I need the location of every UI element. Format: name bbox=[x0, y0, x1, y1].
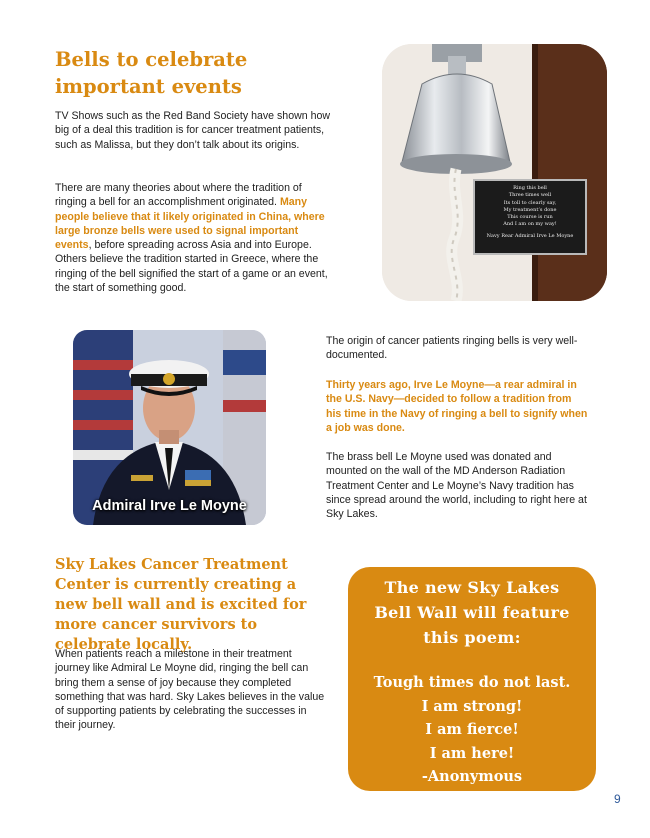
poem-lines bbox=[348, 671, 596, 789]
plaque-signature: Navy Rear Admiral Irve Le Moyne bbox=[486, 232, 574, 239]
plaque-line: Three times well bbox=[508, 192, 552, 199]
page-number: 9 bbox=[614, 792, 621, 806]
admiral-history-highlight: Thirty years ago, Irve Le Moyne—a rear admiral in the U.S. Navy—decided to follow a tradition from his time in the Navy of ringing a bell to signify when a job was done. bbox=[326, 379, 588, 434]
poem-box bbox=[348, 567, 596, 791]
plaque-line: And I am on my way! bbox=[503, 221, 557, 228]
poem-line: Tough times do not last. bbox=[373, 674, 571, 691]
section-heading-bells: Bells to celebrate important events bbox=[55, 48, 248, 98]
section-heading-bell-wall: Sky Lakes Cancer Treatment Center is currently creating a new bell wall and is excited for more cancer survivors to celebrate locally. bbox=[55, 556, 307, 653]
origin-theories-text-start: There are many theories about where the tradition of ringing a bell for an accomplishment originated. bbox=[55, 182, 302, 209]
bell-illustration bbox=[382, 44, 607, 301]
poem-line: I am fierce! bbox=[425, 721, 519, 738]
origin-theories-paragraph bbox=[55, 181, 332, 295]
admiral-photo bbox=[73, 330, 266, 525]
admiral-illustration bbox=[73, 330, 266, 525]
poem-attribution: -Anonymous bbox=[421, 768, 523, 785]
plaque-line: Its toll to clearly say, bbox=[503, 199, 557, 206]
plaque-line: My treatment’s done bbox=[503, 206, 557, 213]
origin-theories-text-end: , before spreading across Asia and into Europe. Others believe the tradition started in Greece, where the ringing of the bell signified the start of a game or an event, the start of something good. bbox=[55, 239, 328, 295]
plaque-line: This course is run bbox=[507, 214, 553, 221]
poem-line: I am strong! bbox=[421, 697, 523, 715]
origin-theories-highlight: Many people believe that it likely originated in China, where large bronze bells were used to signal important events bbox=[55, 196, 325, 252]
bell-photo bbox=[382, 44, 607, 301]
brass-bell-paragraph: The brass bell Le Moyne used was donated and mounted on the wall of the MD Anderson Radiation Treatment Center and Le Moyne’s Navy tradition has since spread around the world, including to right here at Sky Lakes. bbox=[326, 451, 587, 521]
poem-line: I am here! bbox=[429, 744, 515, 762]
origin-documented-paragraph: The origin of cancer patients ringing bells is very well-documented. bbox=[326, 335, 578, 362]
plaque-line: Ring this bell bbox=[513, 185, 547, 191]
bell-plaque bbox=[478, 185, 582, 240]
poem-heading: The new Sky Lakes Bell Wall will feature this poem: bbox=[374, 578, 570, 647]
milestone-paragraph: When patients reach a milestone in their treatment journey like Admiral Le Moyne did, ringing the bell can bring them a sense of joy because they completed something that was hard. Sky Lakes believes in the value of supporting patients by celebrating the successes in their journey. bbox=[55, 648, 325, 732]
admiral-photo-caption: Admiral Irve Le Moyne bbox=[92, 498, 247, 514]
intro-paragraph: TV Shows such as the Red Band Society have shown how big of a deal this tradition is for cancer treatment patients, such as Malissa, but they don’t talk about its origins. bbox=[55, 110, 331, 151]
